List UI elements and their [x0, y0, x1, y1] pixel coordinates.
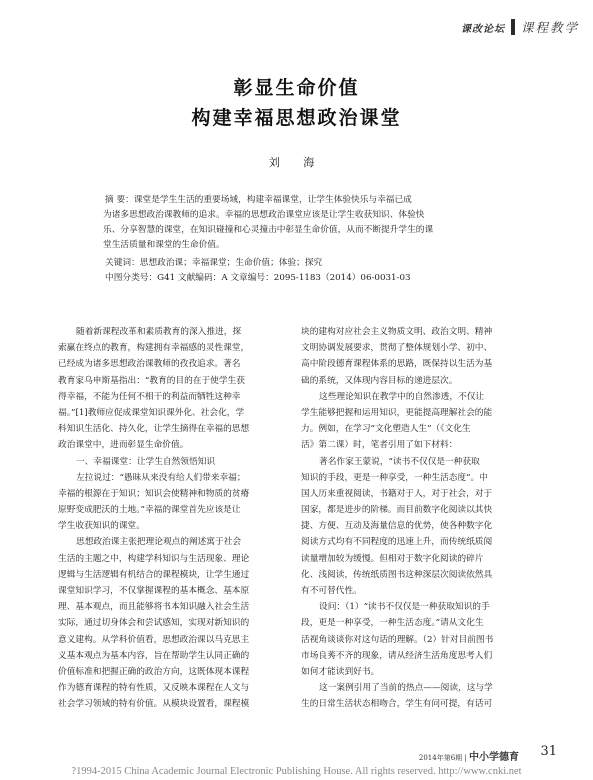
body-text-line: 左拉说过：“愚昧从来没有给人们带来幸福；	[76, 472, 246, 483]
body-text-line: 生活的主题之中，构建学科知识与生活现象、理论	[58, 553, 250, 564]
body-column-left	[58, 324, 303, 713]
body-text-line: 高中阶段德育课程体系的思路，既保持以生活为基	[301, 359, 493, 370]
body-text-line: 有不可替代性。	[301, 586, 362, 596]
body-text-line: 市场良莠不齐的现象，请从经济生活角度思考人们	[301, 650, 493, 661]
column-label: 课改论坛	[460, 23, 505, 35]
body-text-line: 读量增加较为缓慢。但相对于数字化阅读的碎片	[301, 553, 484, 564]
abstract-line: 乐、分享智慧的课堂，在知识碰撞和心灵撞击中彰显生命价值，从而不断提升学生的课	[103, 225, 434, 235]
body-text-line: 知识的手段，更是一种享受，一种生活态度”。中	[301, 472, 488, 483]
body-text-line: 逻辑与生活逻辑有机结合的课程模块，让学生通过	[58, 569, 250, 580]
body-text-line: 著名作家王蒙说，“读书不仅仅是一种获取	[319, 456, 480, 467]
copyright-notice: ?1994-2015 China Academic Journal Electronic Publishing House. All rights reserved. http://www.cnki.net	[71, 766, 522, 777]
body-text-line: 化、浅阅读，传统纸质图书这种深层次阅读依然具	[301, 569, 493, 580]
body-text-line: 国人历来重视阅读，书籍对于人，对于社会，对于	[301, 488, 493, 499]
body-text-line: 得幸福，不能为任何不相干的利益而牺牲这种幸	[58, 391, 241, 402]
body-text-line: 础的系统，又体现内容目标的递进层次。	[301, 375, 458, 386]
body-text-line: 价值标准和把握正确的政治方向，这既体现本课程	[58, 666, 250, 677]
section-header	[461, 18, 579, 36]
body-text-line: 力。例如，在学习“文化塑造人生”（《文化生	[301, 424, 471, 435]
body-text-line: 社会学习领域的特有价值。从模块设置看，课程模	[58, 699, 250, 710]
body-text-line: 生的日常生活状态相吻合，学生有问可提，有话可	[301, 699, 493, 710]
body-text-line: 原野变成肥沃的土地。”幸福的课堂首先应该是让	[58, 505, 241, 516]
body-text-line: 块的建构对应社会主义物质文明、政治文明、精神	[301, 327, 493, 337]
abstract-line: 为诸多思想政治课教师的追求。幸福的思想政治课堂应该是让学生收获知识、体验快	[103, 210, 425, 220]
body-text-line: 阅读方式均有不同程度的迅速上升，而传统纸质阅	[301, 537, 493, 548]
abstract-line: 摘 要：课堂是学生生活的重要场域，构建幸福课堂，让学生体验快乐与幸福已成	[105, 195, 412, 205]
body-text-line: 已经成为诸多思想政治课教师的孜孜追求。著名	[58, 359, 241, 370]
body-text-line: 实际，通过切身体会和尝试感知，实现对新知识的	[58, 618, 250, 629]
issue-label: 2014年第6期	[418, 754, 463, 762]
body-column-right	[301, 324, 546, 713]
body-text-line: 文明协调发展要求，贯彻了整体规划小学、初中、	[301, 343, 493, 354]
section-label: 课程教学	[520, 20, 579, 35]
abstract	[83, 193, 511, 253]
keywords: 关键词：思想政治课；幸福课堂；生命价值；体验；探究	[105, 258, 323, 268]
body-text-line: 随着新课程改革和素质教育的深入推进，探	[76, 327, 242, 337]
body-text-line: 学生收获知识的课堂。	[58, 521, 145, 532]
body-text-line: 如何才能读到好书。	[301, 666, 380, 677]
body-text-line: 意义建构。从学科价值看，思想政治课以马克思主	[58, 634, 250, 645]
body-text-line: 课堂知识学习，不仅掌握课程的基本概念、基本原	[58, 586, 250, 596]
body-text-line: 活视角谈谈你对这句话的理解。（2）针对目前图书	[301, 634, 494, 645]
footer-issue: 2014年第6期 | 中小学德育	[418, 752, 519, 763]
magazine-name: 中小学德育	[469, 752, 519, 763]
header-divider-bar	[511, 19, 515, 35]
classification-numbers: 中图分类号：G41 文献编码：A 文章编号：2095-1183（2014）06-0031-03	[105, 273, 411, 283]
body-text-line: 幸福的根源在于知识；知识会使精神和物质的贫瘠	[58, 488, 250, 499]
body-text-line: 这些理论知识在教学中的自然渗透，不仅让	[319, 391, 485, 402]
article-title-line1: 彰显生命价值	[233, 77, 360, 99]
body-text-line: 国家，都是进步的阶梯。而目前数字化阅读以其快	[301, 505, 493, 516]
body-text-line: 段，更是一种享受，一种生活态度。”请从文化生	[301, 618, 484, 629]
body-text-line: 思想政治课主张把理论观点的阐述寓于社会	[76, 537, 242, 548]
body-text-line: 教育家乌申斯基指出：“教育的目的在于使学生获	[58, 375, 245, 386]
body-text-line: 福。”[1]教师应促成课堂知识课外化、社会化，学	[58, 407, 245, 418]
body-text-line: 学生能够把握和运用知识，更能提高理解社会的能	[301, 407, 493, 418]
body-text-line: 政治课堂中，进而彰显生命价值。	[58, 440, 189, 451]
article-title-line2: 构建幸福思想政治课堂	[191, 107, 402, 129]
body-text-line: 设问：（1）“读书不仅仅是一种获取知识的手	[319, 602, 490, 613]
abstract-line: 堂生活质量和课堂的生命价值。	[103, 240, 225, 250]
body-text-line: 作为德育课程的特有性质，又反映本课程在人文与	[58, 683, 250, 694]
section-heading: 一、幸福课堂：让学生自然领悟知识	[76, 456, 215, 467]
body-text-line: 这一案例引用了当前的热点——阅读，这与学	[319, 683, 493, 694]
body-text-line: 义基本观点为基本内容，旨在帮助学生认同正确的	[58, 650, 250, 661]
page-number: 31	[540, 744, 557, 759]
body-text-line: 活》第二课）时，笔者引用了如下材料：	[301, 440, 458, 451]
author-name: 刘 海	[268, 156, 325, 169]
body-text-line: 索赢在终点的教育，构建拥有幸福感的灵性课堂，	[58, 343, 250, 354]
body-text-line: 捷、方便、互动及海量信息的优势，使各种数字化	[301, 521, 493, 532]
body-text-line: 理、基本观点，而且能够将书本知识融入社会生活	[58, 602, 250, 613]
body-text-line: 科知识生活化、持久化，让学生摘得在幸福的思想	[58, 424, 250, 435]
